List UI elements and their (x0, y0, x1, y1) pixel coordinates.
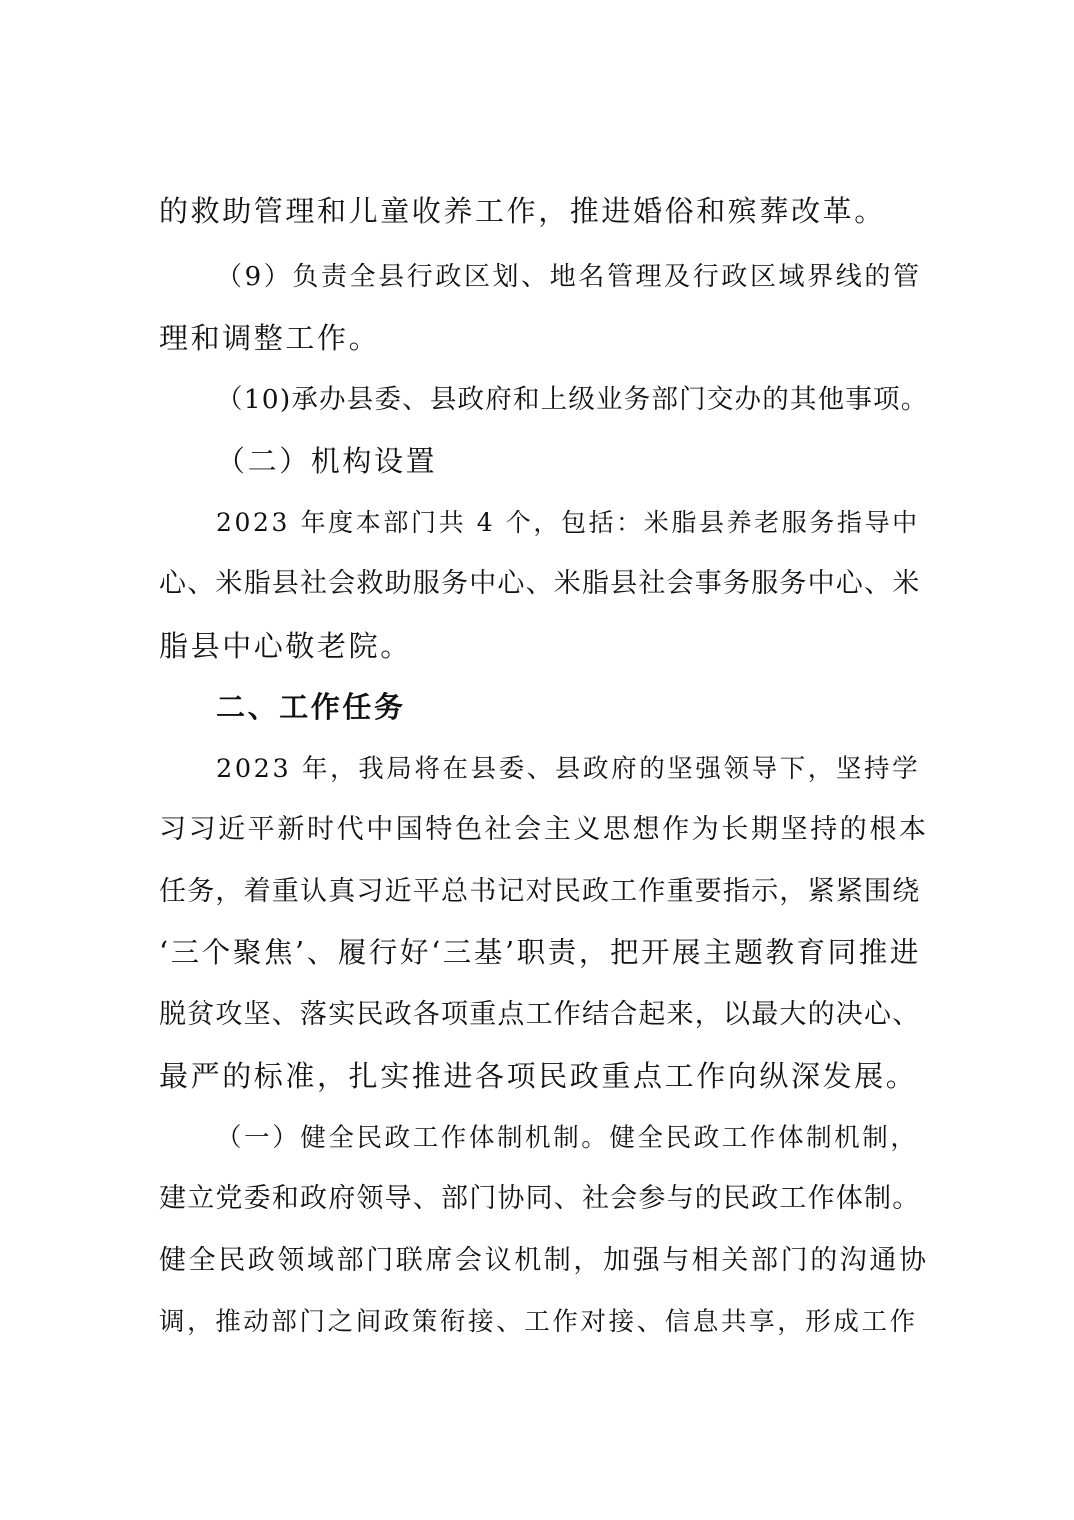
section-heading-work-tasks: 二、工作任务 (216, 690, 406, 724)
section-heading-org-setup: （二）机构设置 (216, 444, 438, 478)
body-text-line: 最严的标准，扎实推进各项民政重点工作向纵深发展。 (159, 1059, 918, 1093)
body-text-line: 的救助管理和儿童收养工作，推进婚俗和殡葬改革。 (159, 194, 886, 228)
body-text-line: 调，推动部门之间政策衔接、工作对接、信息共享，形成工作 (159, 1307, 918, 1337)
body-text-line: 建立党委和政府领导、部门协同、社会参与的民政工作体制。 (159, 1183, 921, 1214)
body-text-line: 脂县中心敬老院。 (159, 629, 412, 663)
body-text-line: 习习近平新时代中国特色社会主义思想作为长期坚持的根本 (159, 814, 929, 845)
body-text-line: 理和调整工作。 (159, 321, 381, 355)
list-item-10: （10)承办县委、县政府和上级业务部门交办的其他事项。 (216, 384, 929, 415)
body-text-line: 心、米脂县社会救助服务中心、米脂县社会事务服务中心、米 (159, 568, 921, 599)
body-text-line: 2023 年，我局将在县委、县政府的坚强领导下，坚持学 (216, 754, 921, 784)
body-text-line: 健全民政领域部门联席会议机制，加强与相关部门的沟通协 (159, 1245, 929, 1276)
body-text-line: ‘三个聚焦’、履行好‘三基’职责，把开展主题教育同推进 (159, 936, 921, 969)
body-text-line: 任务，着重认真习近平总书记对民政工作重要指示，紧紧围绕 (159, 876, 921, 907)
list-item-9: （9）负责全县行政区划、地名管理及行政区域界线的管 (216, 262, 922, 292)
subsection-heading-mechanism: （一）健全民政工作体制机制。健全民政工作体制机制， (216, 1123, 919, 1153)
body-text-line: 脱贫攻坚、落实民政各项重点工作结合起来，以最大的决心、 (159, 999, 921, 1030)
body-text-line: 2023 年度本部门共 4 个，包括：米脂县养老服务指导中 (216, 508, 920, 537)
